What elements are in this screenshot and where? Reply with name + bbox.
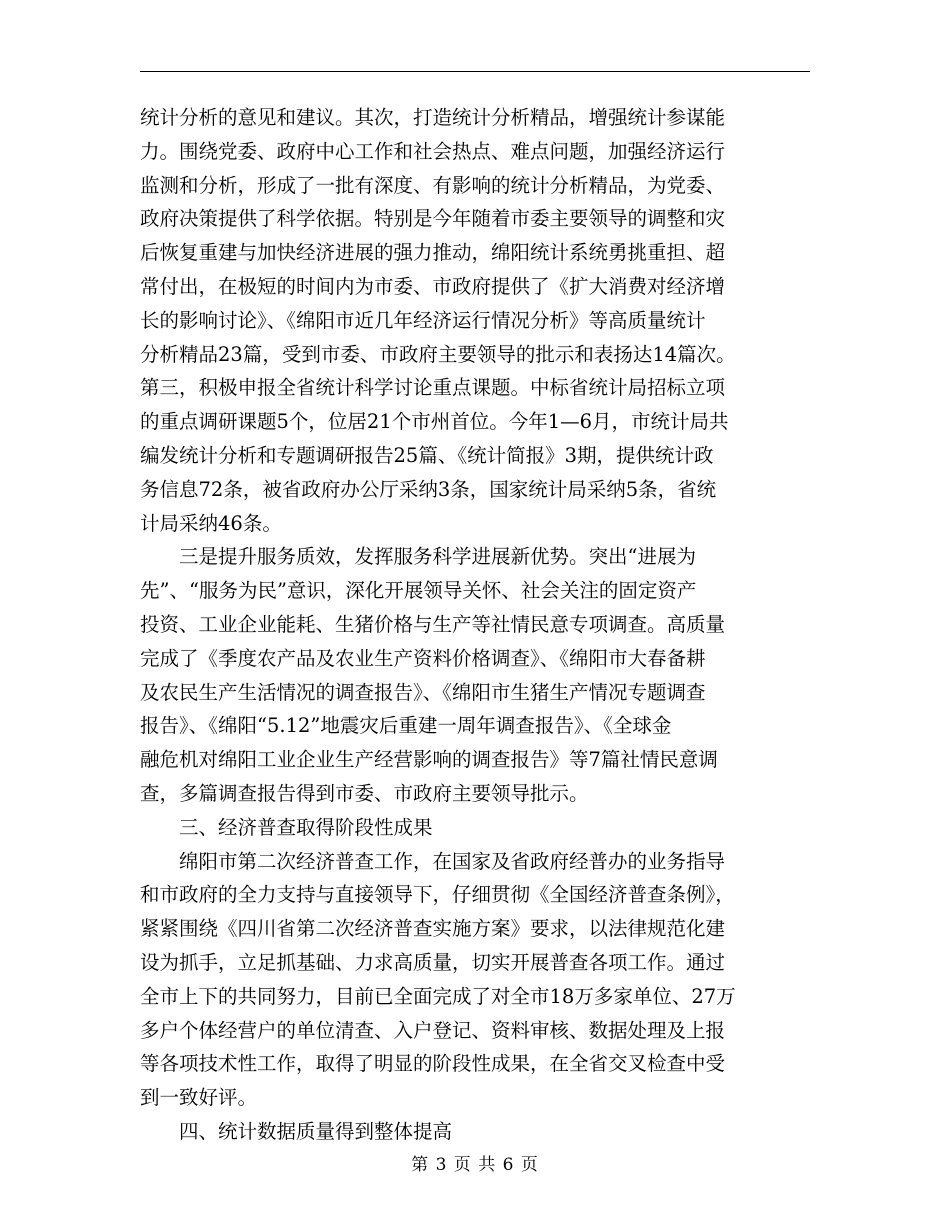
document-body [140,101,810,1149]
text-line: 等各项技术性工作，取得了明显的阶段性成果，在全省交叉检查中受 [140,1052,726,1076]
text-line: 三是提升服务质效，发挥服务科学进展新优势。突出“进展为 [179,545,696,569]
text-line: 设为抓手，立足抓基础、力求高质量，切实开展普查各项工作。通过 [140,950,726,974]
text-line: 绵阳市第二次经济普查工作，在国家及省政府经普办的业务指导 [179,849,726,873]
text-line: 三、经济普查取得阶段性成果 [179,815,433,839]
page-footer: 第 3 页 共 6 页 [411,1155,539,1175]
text-line: 紧紧围绕《四川省第二次经济普查实施方案》要求，以法律规范化建 [140,917,726,941]
paragraph [140,540,810,810]
paragraph [140,845,810,1115]
text-line: 分析精品23篇，受到市委、市政府主要领导的批示和表扬达14篇次。 [140,342,736,366]
text-line: 全市上下的共同努力，目前已全面完成了对全市18万多家单位、27万 [140,984,736,1008]
text-line: 政府决策提供了科学依据。特别是今年随着市委主要领导的调整和灾 [140,207,726,231]
text-line: 后恢复重建与加快经济进展的强力推动，绵阳统计系统勇挑重担、超 [140,241,726,265]
text-line: 务信息72条，被省政府办公厅采纳3条，国家统计局采纳5条，省统 [140,477,717,501]
text-line: 监测和分析，形成了一批有深度、有影响的统计分析精品，为党委、 [140,173,726,197]
text-line: 融危机对绵阳工业企业生产经营影响的调查报告》等7篇社情民意调 [140,748,718,772]
text-line: 第三，积极申报全省统计科学讨论重点课题。中标省统计局招标立项 [140,376,726,400]
text-line: 先”、“服务为民”意识，深化开展领导关怀、社会关注的固定资产 [140,579,697,603]
text-line: 及农民生产生活情况的调查报告》、《绵阳市生猪生产情况专题调查 [140,680,706,704]
paragraph [140,101,810,540]
text-line: 和市政府的全力支持与直接领导下，仔细贯彻《全国经济普查条例》， [140,883,735,907]
text-line: 长的影响讨论》、《绵阳市近几年经济运行情况分析》等高质量统计 [140,308,706,332]
text-line: 完成了《季度农产品及农业生产资料价格调查》、《绵阳市大春备耕 [140,646,706,670]
text-line: 编发统计分析和专题调研报告25篇、《统计简报》3期，提供统计政 [140,443,714,467]
text-line: 四、统计数据质量得到整体提高 [179,1119,453,1143]
text-line: 常付出，在极短的时间内为市委、市政府提供了《扩大消费对经济增 [140,274,726,298]
paragraph [140,1115,810,1149]
text-line: 查，多篇调查报告得到市委、市政府主要领导批示。 [140,781,589,805]
text-line: 力。围绕党委、政府中心工作和社会热点、难点问题，加强经济运行 [140,139,726,163]
header-rule [140,71,810,72]
text-line: 的重点调研课题5个，位居21个市州首位。今年1—6月，市统计局共 [140,410,729,434]
text-line: 投资、工业企业能耗、生猪价格与生产等社情民意专项调查。高质量 [140,612,726,636]
text-line: 报告》、《绵阳“5.12”地震灾后重建一周年调查报告》、《全球金 [140,714,672,738]
text-line: 计局采纳46条。 [140,511,282,535]
text-line: 多户个体经营户的单位清查、入户登记、资料审核、数据处理及上报 [140,1018,726,1042]
text-line: 到一致好评。 [140,1086,258,1110]
text-line: 统计分析的意见和建议。其次，打造统计分析精品，增强统计参谋能 [140,106,726,129]
paragraph [140,811,810,845]
